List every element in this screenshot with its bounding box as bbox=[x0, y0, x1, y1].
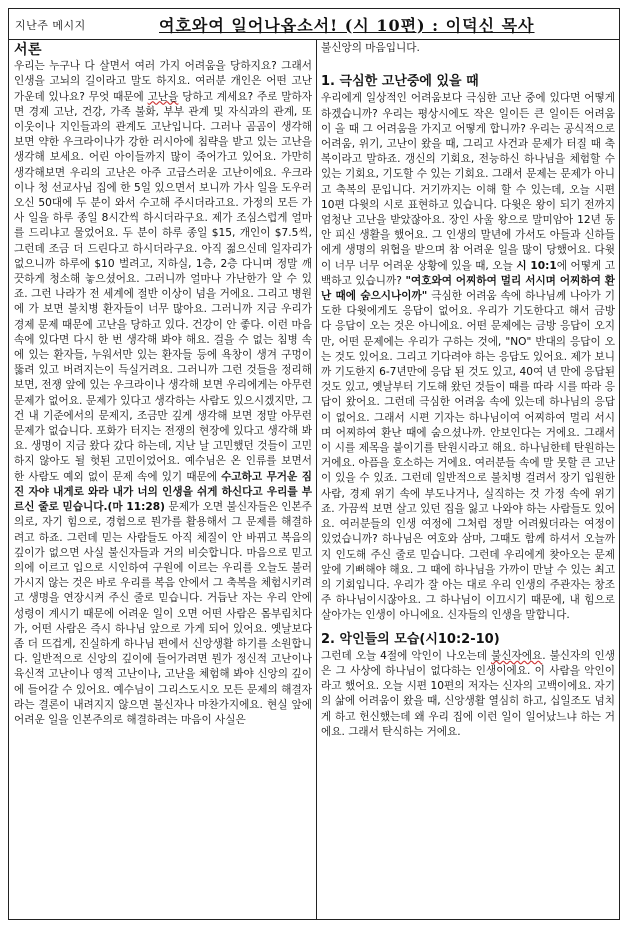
column-divider bbox=[316, 39, 317, 919]
intro-text-2: 당하고 계세요? 주로 말하자면 경제 고난, 건강, 가족 불화, 부부 관계 및 자식과의 관계, 또 이웃이나 지인들과의 관계도 고난입니다. 그러나 곰곰이 생각해보면 약한 우크라이나가 강한 러시아에 침략을 받고 있는 고난을 생각해 보세요. 어린 아이들까지 많이 죽어가고 있어요. 가만히 생각해보면 우리의 고난은 아주 고급스러운 고난이에요. 우크라이나 청 선교사님 집에 한 5일 있으면서 보니까 가사 일을 도우러 오신 50대에 두 분이 와서 수고해 주시더라고요. 가정의 모든 가사 일을 하루 종일 8시간씩 하시더라구요. 제가 조심스럽게 얼마를 드리냐고 물었어요. 두 분이 하루 종일 $15, 개인이 $7.5씩, 그런데 조금 더 드린다고 하시더라구요. 아직 젊으신데 일자리가 없으니까 하루에 $10 벌려고, 지하실, 1층, 2층 다니며 정말 깨끗하게 청소해 놓으셨어요. 그러니까 얼마나 가난한가 알 수 있죠. 그런 나라가 전 세계에 절반 이상이 넘을 거에요. 그리고 병원에 가 보면 불치병 환자들이 너무 많아요. 그러니까 지금 우리가 경제 문제 때문에 고난을 당하고 있다. 건강이 안 좋다. 이런 마음속에 있다면 다시 한 번 생각해 봐야 해요. 걸을 수 없는 침병 속에 있는 환자들, 누워서만 있는 환자들 등에 욕창이 생겨 구멍이 뚫려 있고 버려지는이 득실거려요. 그러니까 그런 것들을 정리해 보면, 전쟁 앞에 있는 우크라이나 생각해 보면 우리에게는 아무런 문제가 없어요. 문제가 있다고 생각하는 사람도 있으시겠지만, 그건 내 기준에서의 문제지, 조금만 깊게 생각해 보면 정말 아무런 문제가 없습니다. 포화가 터지는 전쟁의 현장에 있다고 생각해 봐요. 생명이 지금 왔다 갔다 하는데, 지난 날 고민했던 것들이 고민하지 않아도 될 헛된 고민이었어요. 예수님은 온 인류를 보면서 한 사람도 예외 없이 문제 속에 있기 때문에 bbox=[14, 90, 312, 483]
intro-text-1: 우리는 누구나 다 살면서 여러 가지 어려움을 당하지요? 그래서 인생을 고뇌의 길이라고 말도 하지요. 여러분 개인은 어떤 고난 가운데 있나요? 무엇 때문에 bbox=[14, 60, 312, 103]
left-column bbox=[14, 41, 312, 917]
header bbox=[9, 9, 619, 40]
section-2-text-1: 그런데 오늘 4절에 악인이 나오는데 bbox=[321, 649, 492, 662]
section-1-heading: 1. 극심한 고난중에 있을 때 bbox=[321, 74, 479, 90]
section-2-underlined: 불신자에요 bbox=[491, 649, 543, 662]
section-1-text-3: 극심한 어려움 속에 하나님께 나아가 기도한 다윗에게도 응답이 없어요. 우리가 기도한다고 해서 금방 다 응답이 오는 것은 아니에요. 어떤 문제에는 금방 응답이 오지만, 어떤 문제에는 우리가 구하는 것에, "NO" 반대의 응답이 오는 것도 있어요. 그리고 기다려야 하는 응답도 있어요. 제가 보니까 기도한지 6-7년만에 응답 된 것도 있고, 40여 년 만에 응답된 것도 있고, 옛날부터 기도해 왔던 것들이 때를 따라 시를 따라 응답이 왔어요. 그런데 극심한 어려움 속에 있는데 하나님의 응답이 없어요. 그래서 시편 기자는 하나님이여 어찌하여 멀리 서시며 어찌하여 환난 때에 숨으셨나까. 안보인다는 거에요. 그래서 이 시를 제목을 붙이기를 탄원시라고 해요. 하나님한테 탄원하는 거에요. 아픔을 호소하는 거에요. 여러분들 속에 말 못할 큰 고난이 있을 수 있죠. 그런데 일반적으로 불치병 걸려서 장기 입원한 사람, 경제 위기 속에 부도나거나, 실직하는 것 가정 속에 위기죠. 가끔씩 보면 살고 있던 집을 잃고 나와야 하는 사람들도 있어요. 여러분들의 인생 여정에 그처럼 정말 어려웠더라는 여정이 있었습니까? 하나님은 여호와 삼마, 그때도 함께 하셔서 오늘까지 인도해 주신 줄로 믿습니다. 그런데 우리에게 찾아오는 문제 앞에 기뻐해야 해요. 그 때에 하나님을 가까이 만날 수 있는 최고의 기회입니다. 우리가 잘 아는 대로 우리 인생의 주관자는 창조주 하나님이시잖아요. 그 하나님이 이끄시기 때문에, 내 힘으로 살아가는 인생이 아니에요. 신자들의 인생을 말합니다. bbox=[321, 290, 615, 622]
section-1-verse-ref: 시 10:1 bbox=[516, 259, 557, 272]
section-1-paragraph bbox=[321, 91, 615, 623]
right-column bbox=[321, 41, 615, 917]
section-2-text-2: . 불신자의 인생은 그 사상에 하나님이 없다하는 인생이에요. 이 사람을 악인이라고 했어요. 오늘 시편 10편의 저자는 신자의 고백이에요. 자기의 삶에 어려움이 왔을 때, 신앙생활 열심히 하고, 십일조도 넘치게 하고 헌신했는데 왜 우리 집에 이런 일이 일어났느냐 하는 거에요. 그래서 탄식하는 거에요. bbox=[321, 649, 615, 738]
sermon-title: 여호와여 일어나옵소서! (시 10편) : 이덕신 목사 bbox=[159, 16, 535, 35]
header-label: 지난주 메시지 bbox=[15, 19, 86, 32]
intro-paragraph bbox=[14, 59, 312, 728]
spacer bbox=[321, 56, 615, 66]
section-1-text-1: 우리에게 일상적인 어려움보다 극심한 고난 중에 있다면 어떻게 하겠습니까? 우리는 평상시에도 작은 일이든 큰 일이든 어려움이 올 때 그 어려움을 가지고 어떻게 합니까? 우리는 공식적으로 어려움, 위기, 고난이 왔을 때, 그리고 사건과 문제가 터질 때 축복이라고 말하죠. 갱신의 기회요, 전능하신 하나님을 체험할 수 있는 기회요, 기도할 수 있는 기회요. 그래서 문제는 문제가 아니고 축복의 문입니다. 거기까지는 이해 할 수 있는데, 오늘 시편 10편 다윗의 시로 표현하고 있습니다. 다윗은 왕이 되기 전까지 엄청난 고난을 받았잖아요. 장인 사울 왕으로 말미암아 12년 동안 피신 생활을 했어요. 그 인생의 말년에 가서도 아들과 신하들에게 생명의 위협을 받으며 참 어려운 일을 많이 당했어요. 다윗이 너무 너무 어려운 상황에 있을 때, 오늘 bbox=[321, 92, 615, 272]
bulletin-page bbox=[8, 8, 620, 920]
continuation-text: 불신앙의 마음입니다. bbox=[321, 42, 420, 54]
section-1-text-2: 에 어떻게 고백하고 있습니까? bbox=[321, 259, 615, 287]
section-2-paragraph bbox=[321, 649, 615, 740]
intro-heading: 서론 bbox=[14, 42, 43, 58]
intro-text-3: 문제가 오면 불신자들은 인본주의로, 자기 힘으로, 경험으로 뭔가를 활용해서 그 문제를 해결하려고 하죠. 그런데 믿는 사람들도 아직 체질이 안 바뀌고 복음의 깊이가 없으면 사실 불신자들과 거의 비슷합니다. 마음으로 믿고 의에 이르고 입으로 시인하여 구원에 이르는 우리를 오늘도 불러 가시지 않는 것은 바로 우리를 복음 안에서 그 축복을 체험시키려고 생명을 연장시켜 주신 줄로 믿습니다. 거듭난 자는 우리 안에 성령이 계시기 때문에 어려운 일이 오면 어떤 사람은 몸부림치다가, 어떤 사람은 즉시 하나님 앞으로 가게 되어 있어요. 옛날보다 좀 더 뜨겁게, 진실하게 하나님 편에서 신앙생활 하기를 소원합니다. 일반적으로 신앙의 깊이에 들어가려면 뭔가 정신적 고난이나 육신적 고난이나 영적 고난이나, 고난을 체험해 봐야 신앙의 깊이에 들어갈 수 있어요. 예수님이 그리스도시오 모든 문제의 해결자라는 결론이 내려지지 않으면 불신자나 마찬가지에요. 현실 앞에 어려운 일을 인본주의로 해결하려는 마음이 사실은 bbox=[14, 501, 312, 726]
section-2-heading: 2. 악인들의 모습(시10:2-10) bbox=[321, 631, 500, 647]
section-1-quote: "여호와여 어찌하여 멀리 서시며 어찌하여 환난 때에 숨으시나이까" bbox=[321, 274, 615, 303]
intro-quote: 수고하고 무거운 짐 진 자야 내게로 와라 내가 너의 인생을 쉬게 하신다고 우리를 부르신 줄로 믿습니다.(마 11:28) bbox=[14, 470, 312, 514]
intro-underlined: 고난을 bbox=[147, 90, 179, 103]
